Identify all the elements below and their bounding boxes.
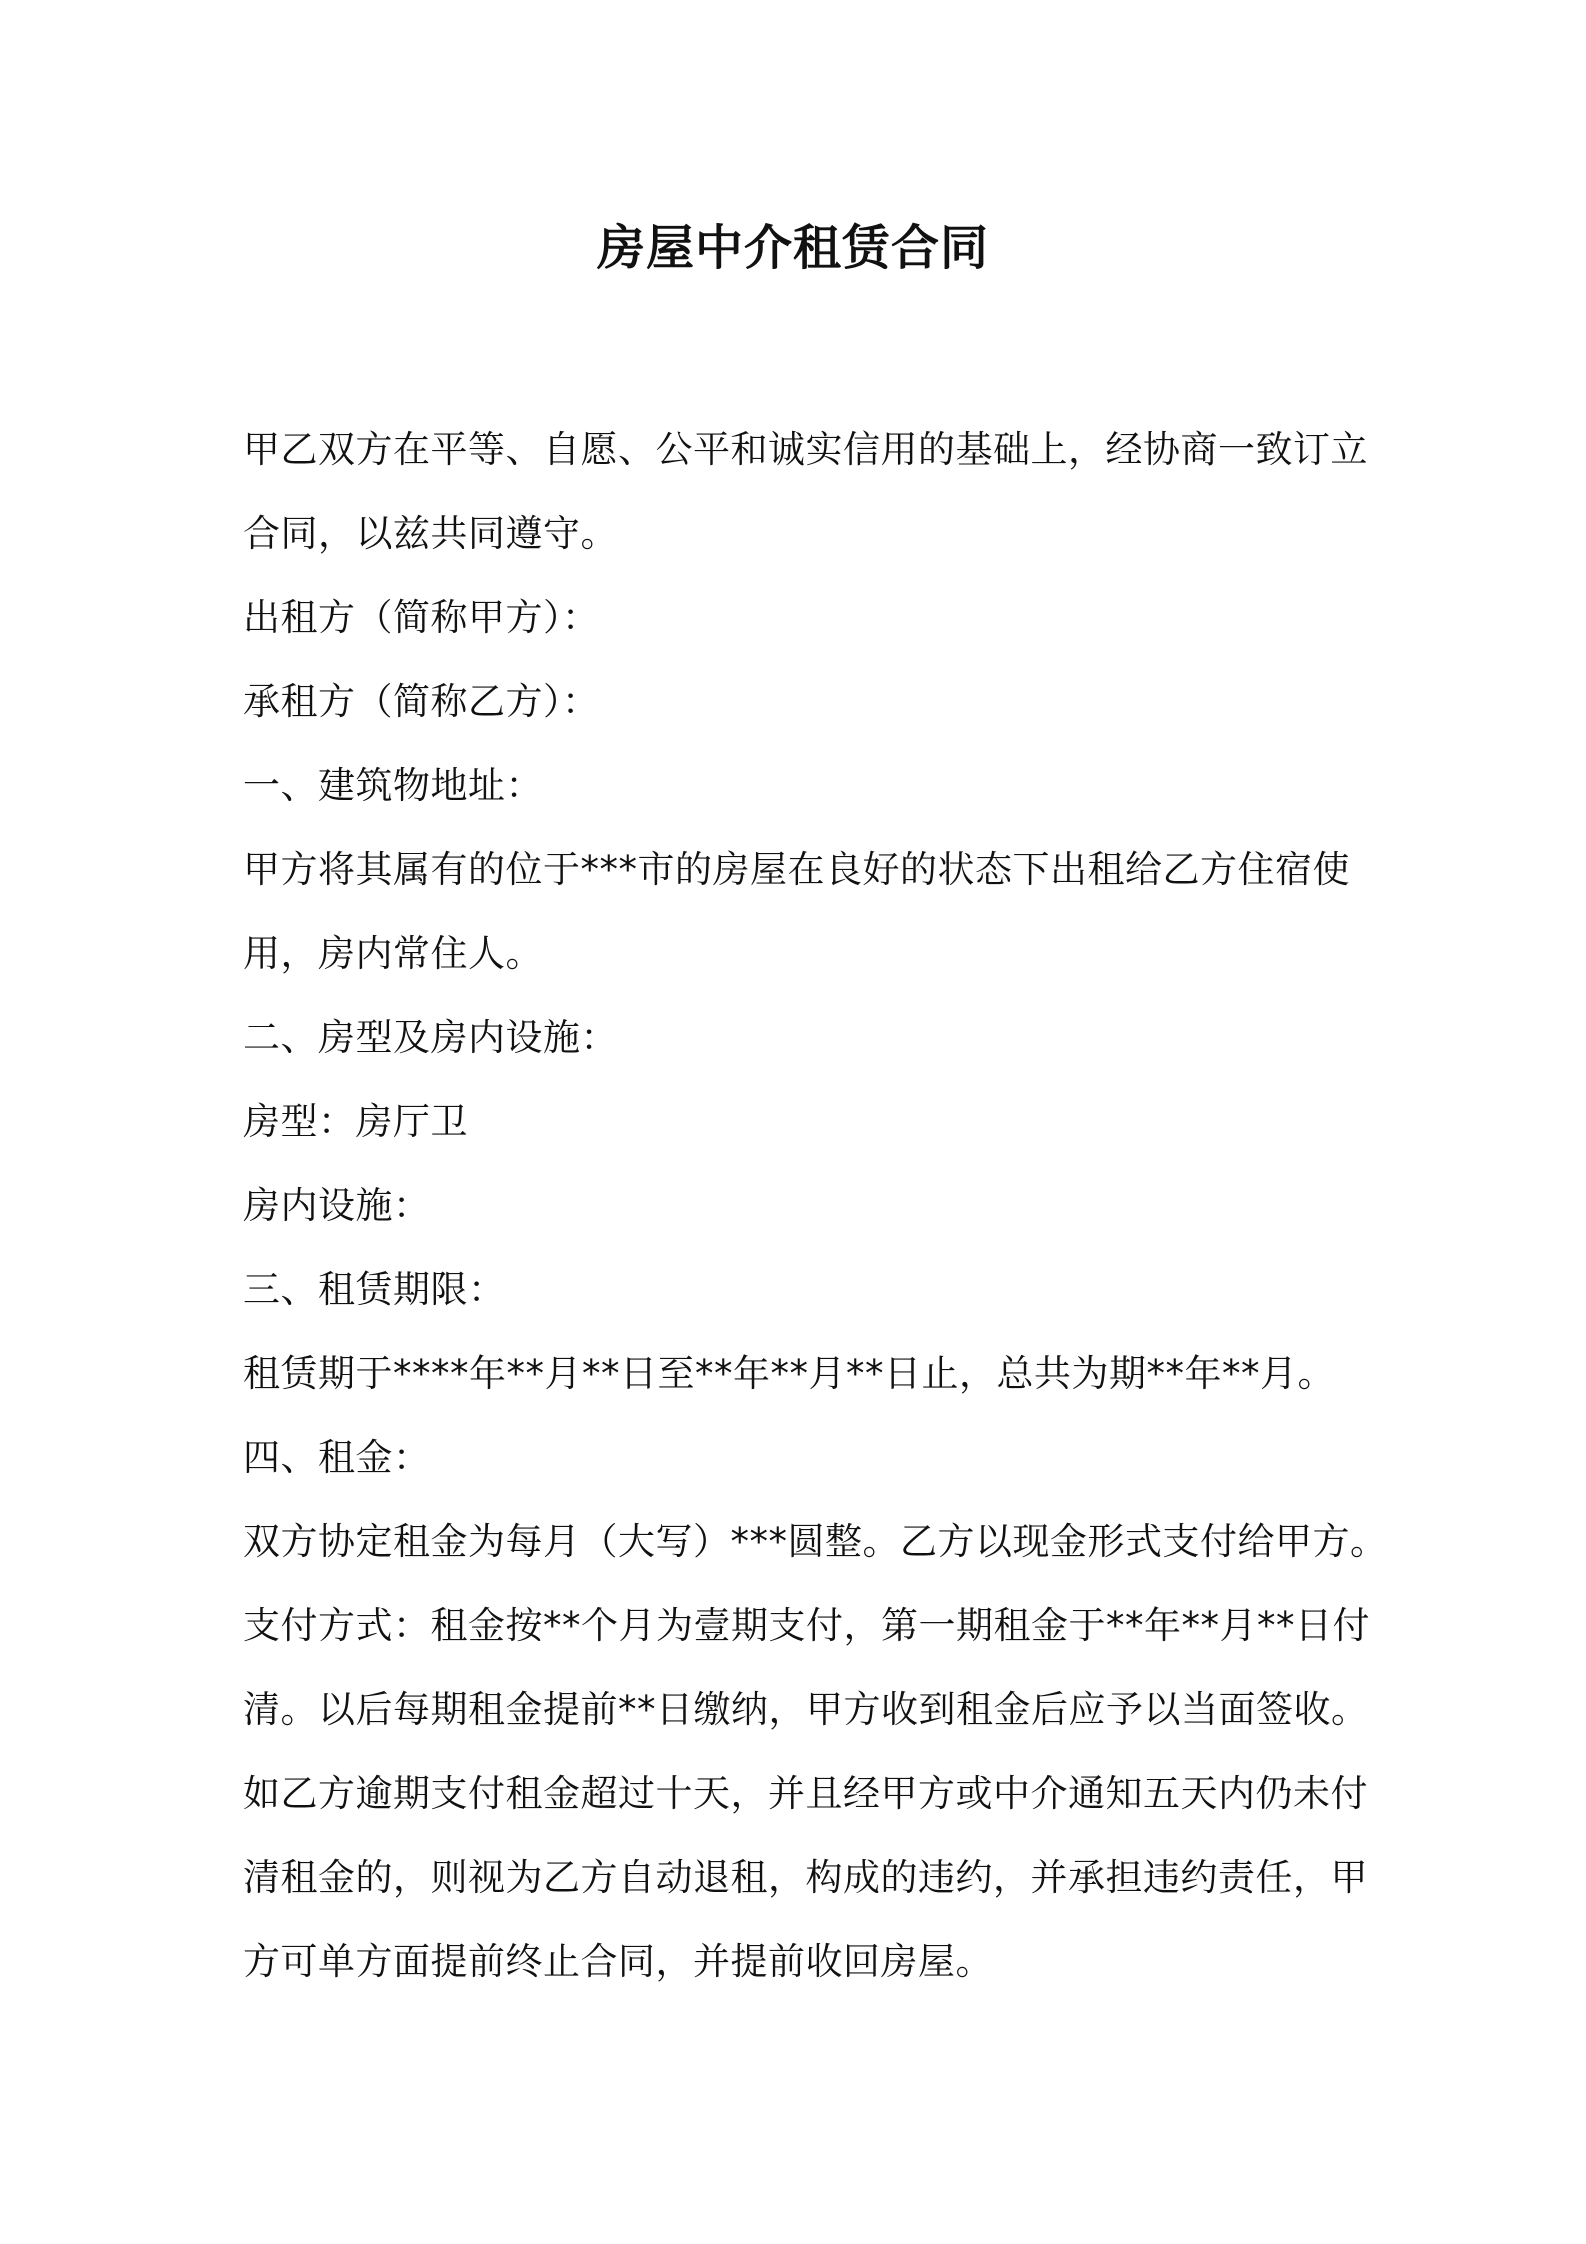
- rent-text: 双方协定租金为每月（大写）***圆整。乙方以现金形式支付给甲方。: [243, 1520, 1388, 1563]
- address-text-line-1: 甲方将其属有的位于***市的房屋在良好的状态下出租给乙方住宿使: [243, 848, 1350, 891]
- paragraph-intro-line-1: 甲乙双方在平等、自愿、公平和诚实信用的基础上，经协商一致订立: [243, 428, 1368, 471]
- lessor-field: 出租方（简称甲方）：: [243, 596, 600, 639]
- payment-text-line-1: 支付方式：租金按**个月为壹期支付，第一期租金于**年**月**日付: [243, 1604, 1370, 1647]
- section-heading-lease-term: 三、租赁期限：: [243, 1268, 506, 1311]
- section-heading-room-type: 二、房型及房内设施：: [243, 1016, 618, 1059]
- late-payment-text-line-1: 如乙方逾期支付租金超过十天，并且经甲方或中介通知五天内仍未付: [243, 1772, 1368, 1815]
- section-heading-address: 一、建筑物地址：: [243, 764, 543, 807]
- late-payment-text-line-2: 清租金的，则视为乙方自动退租，构成的违约，并承担违约责任，甲: [243, 1856, 1368, 1899]
- paragraph-intro-line-2: 合同，以兹共同遵守。: [243, 512, 618, 555]
- room-type-field: 房型：房厅卫: [243, 1100, 468, 1143]
- facilities-field: 房内设施：: [243, 1184, 431, 1227]
- address-text-line-2: 用，房内常住人。: [243, 932, 543, 975]
- payment-text-line-2: 清。以后每期租金提前**日缴纳，甲方收到租金后应予以当面签收。: [243, 1688, 1369, 1731]
- lease-term-text: 租赁期于****年**月**日至**年**月**日止，总共为期**年**月。: [243, 1352, 1335, 1395]
- document-title: 房屋中介租赁合同: [596, 220, 989, 276]
- document-body: [243, 408, 1388, 2004]
- late-payment-text-line-3: 方可单方面提前终止合同，并提前收回房屋。: [243, 1940, 993, 1983]
- section-heading-rent: 四、租金：: [243, 1436, 431, 1479]
- lessee-field: 承租方（简称乙方）：: [243, 680, 600, 723]
